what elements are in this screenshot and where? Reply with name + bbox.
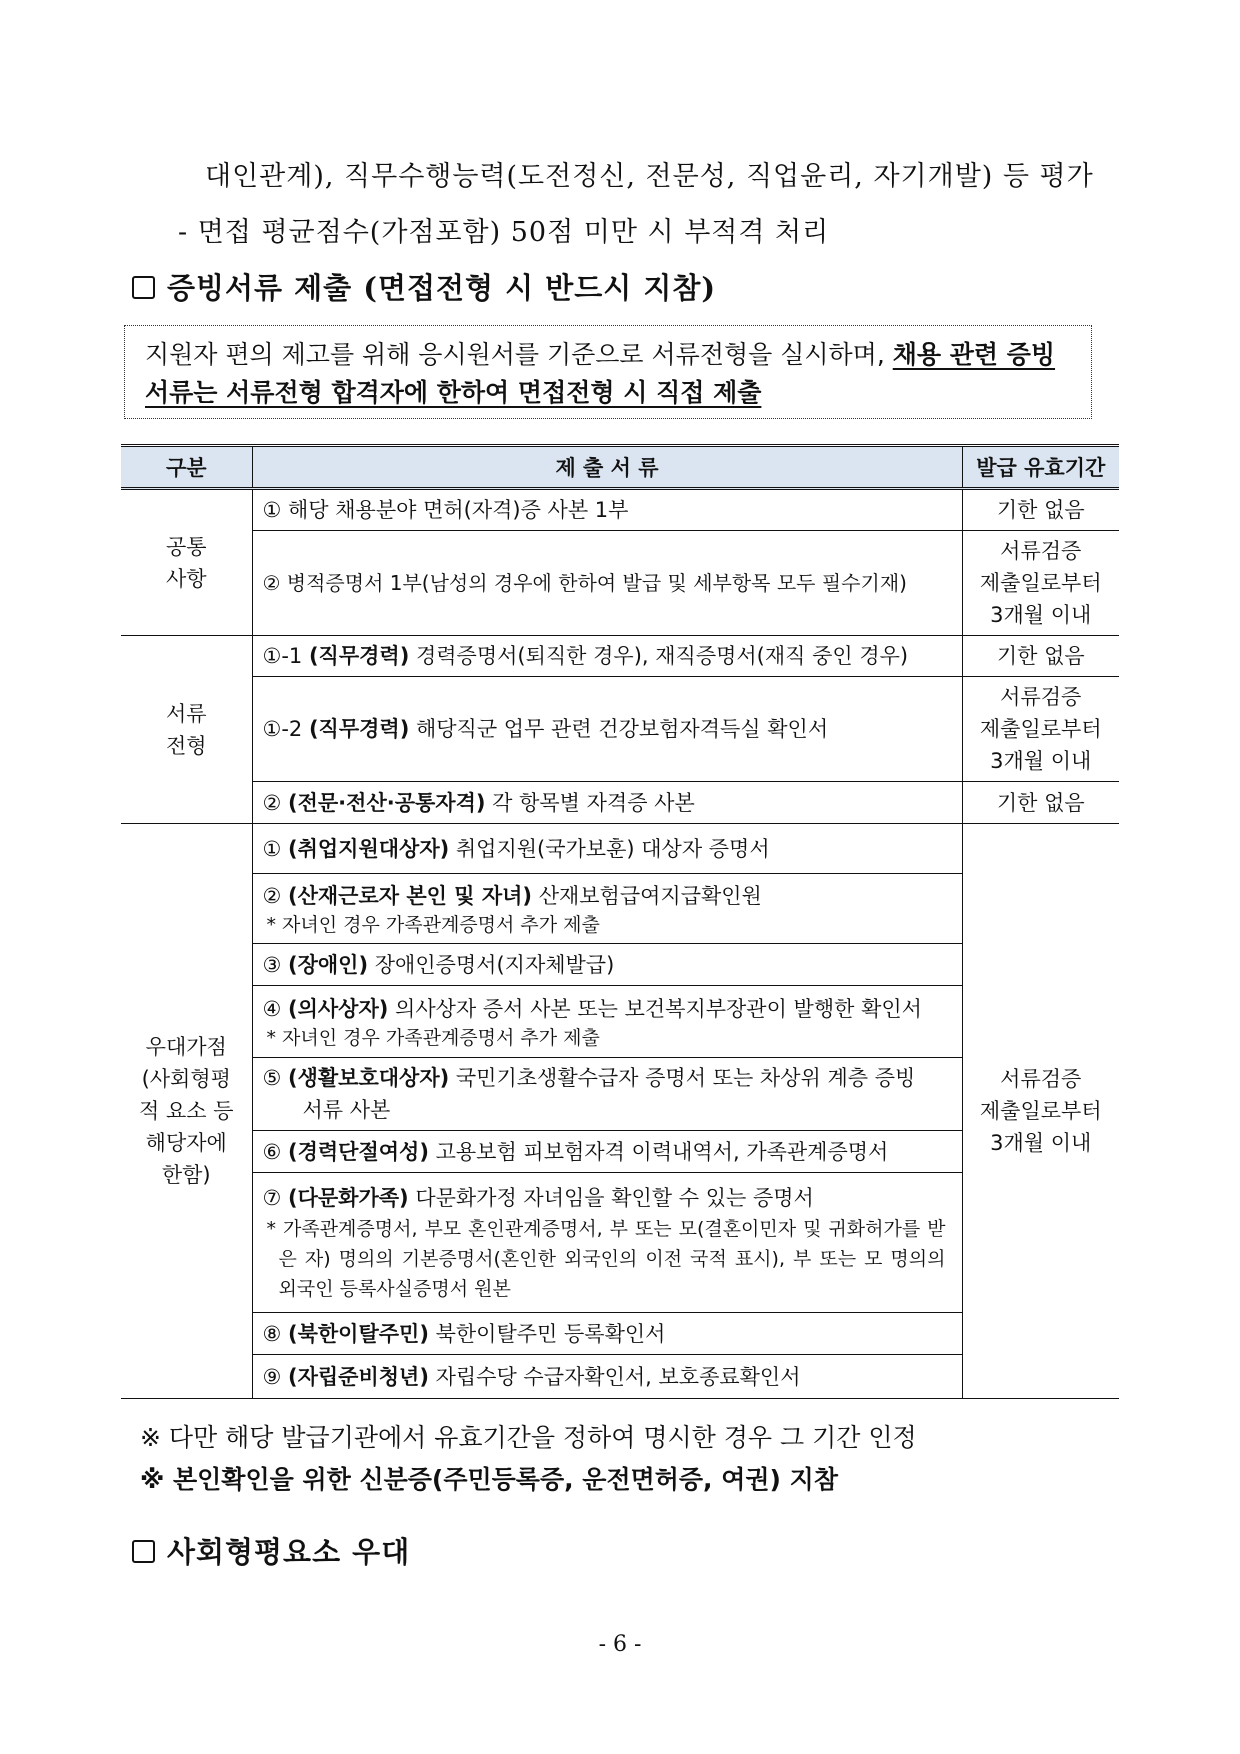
section-heading-equity — [132, 1530, 410, 1571]
validity-cell: 기한 없음 — [962, 636, 1119, 677]
document-cell: ⑤ (생활보호대상자) 국민기초생활수급자 증명서 또는 차상위 계층 증빙 서류 사본 — [252, 1058, 962, 1131]
page-number: - 6 - — [598, 1632, 642, 1657]
document-cell: ② (산재근로자 본인 및 자녀) 산재보험급여지급확인원 * 자녀인 경우 가족관계증명서 추가 제출 — [252, 874, 962, 944]
document-cell: ④ (의사상자) 의사상자 증서 사본 또는 보건복지부장관이 발행한 확인서 * 자녀인 경우 가족관계증명서 추가 제출 — [252, 986, 962, 1058]
document-cell: ① (취업지원대상자) 취업지원(국가보훈) 대상자 증명서 — [252, 824, 962, 874]
notice-text: 지원자 편의 제고를 위해 응시원서를 기준으로 서류전형을 실시하며, — [145, 340, 893, 369]
document-cell: ③ (장애인) 장애인증명서(지자체발급) — [252, 944, 962, 986]
checkbox-square-icon — [132, 1540, 155, 1563]
document-cell: ⑨ (자립준비청년) 자립수당 수급자확인서, 보호종료확인서 — [252, 1355, 962, 1399]
intro-line-2: - 면접 평균점수(가점포함) 50점 미만 시 부적격 처리 — [178, 217, 830, 248]
document-cell: ① 해당 채용분야 면허(자격)증 사본 1부 — [252, 489, 962, 531]
footnote-validity: ※ 다만 해당 발급기관에서 유효기간을 정하여 명시한 경우 그 기간 인정 — [140, 1423, 917, 1452]
header-category: 구분 — [121, 446, 252, 489]
document-cell: ② (전문·전산·공통자격) 각 항목별 자격증 사본 — [252, 782, 962, 824]
table-row — [121, 531, 1119, 636]
checkbox-square-icon — [132, 276, 155, 299]
notice-emphasis-1: 채용 관련 증빙 — [892, 340, 1056, 369]
document-cell: ⑧ (북한이탈주민) 북한이탈주민 등록확인서 — [252, 1313, 962, 1355]
intro-line-1: 대인관계), 직무수행능력(도전정신, 전문성, 직업윤리, 자기개발) 등 평가 — [205, 161, 1094, 192]
document-note: * 자녀인 경우 가족관계증명서 추가 제출 — [266, 913, 600, 936]
document-cell: ①-2 (직무경력) 해당직군 업무 관련 건강보험자격득실 확인서 — [252, 677, 962, 782]
document-note: * 자녀인 경우 가족관계증명서 추가 제출 — [266, 1026, 600, 1049]
category-preference: 우대가점 (사회형평 적 요소 등 해당자에 한함) — [121, 824, 252, 1399]
document-note: * 가족관계증명서, 부모 혼인관계증명서, 부 또는 모(결혼이민자 및 귀화허가를 받은 자) 명의의 기본증명서(혼인한 외국인의 이전 국적 표시), 부 또는 모 명의의 외국인 등록사실증명서 원본 — [266, 1217, 946, 1300]
validity-cell: 서류검증 제출일로부터 3개월 이내 — [962, 531, 1119, 636]
documents-table — [121, 444, 1119, 1399]
table-row — [121, 489, 1119, 531]
document-cell: ①-1 (직무경력) 경력증명서(퇴직한 경우), 재직증명서(재직 중인 경우) — [252, 636, 962, 677]
table-row — [121, 782, 1119, 824]
header-validity: 발급 유효기간 — [962, 446, 1119, 489]
document-cell: ⑦ (다문화가족) 다문화가정 자녀임을 확인할 수 있는 증명서 * 가족관계증명서, 부모 혼인관계증명서, 부 또는 모(결혼이민자 및 귀화허가를 받은 자) 명의의 기본증명서(혼인한 외국인의 이전 국적 표시), 부 또는 모 명의의 외국인 등록사실증명서 원본 — [252, 1173, 962, 1313]
validity-cell: 서류검증 제출일로부터 3개월 이내 — [962, 677, 1119, 782]
document-cell: ⑥ (경력단절여성) 고용보험 피보험자격 이력내역서, 가족관계증명서 — [252, 1131, 962, 1173]
category-common: 공통 사항 — [121, 489, 252, 636]
table-row — [121, 824, 1119, 874]
table-row — [121, 636, 1119, 677]
validity-cell: 기한 없음 — [962, 782, 1119, 824]
document-cell: ② 병적증명서 1부(남성의 경우에 한하여 발급 및 세부항목 모두 필수기재) — [252, 531, 962, 636]
section-heading-documents — [132, 266, 716, 307]
section-title: 사회형평요소 우대 — [167, 1535, 411, 1569]
notice-box — [124, 325, 1092, 419]
table-row — [121, 677, 1119, 782]
category-doc-screening: 서류 전형 — [121, 636, 252, 824]
footnote-id: ※ 본인확인을 위한 신분증(주민등록증, 운전면허증, 여권) 지참 — [140, 1465, 838, 1494]
header-documents: 제 출 서 류 — [252, 446, 962, 489]
section-title: 증빙서류 제출 (면접전형 시 반드시 지참) — [167, 271, 717, 305]
notice-emphasis-2: 서류는 서류전형 합격자에 한하여 면접전형 시 직접 제출 — [145, 378, 762, 407]
validity-cell: 기한 없음 — [962, 489, 1119, 531]
validity-cell: 서류검증 제출일로부터 3개월 이내 — [962, 824, 1119, 1399]
table-header-row — [121, 446, 1119, 489]
